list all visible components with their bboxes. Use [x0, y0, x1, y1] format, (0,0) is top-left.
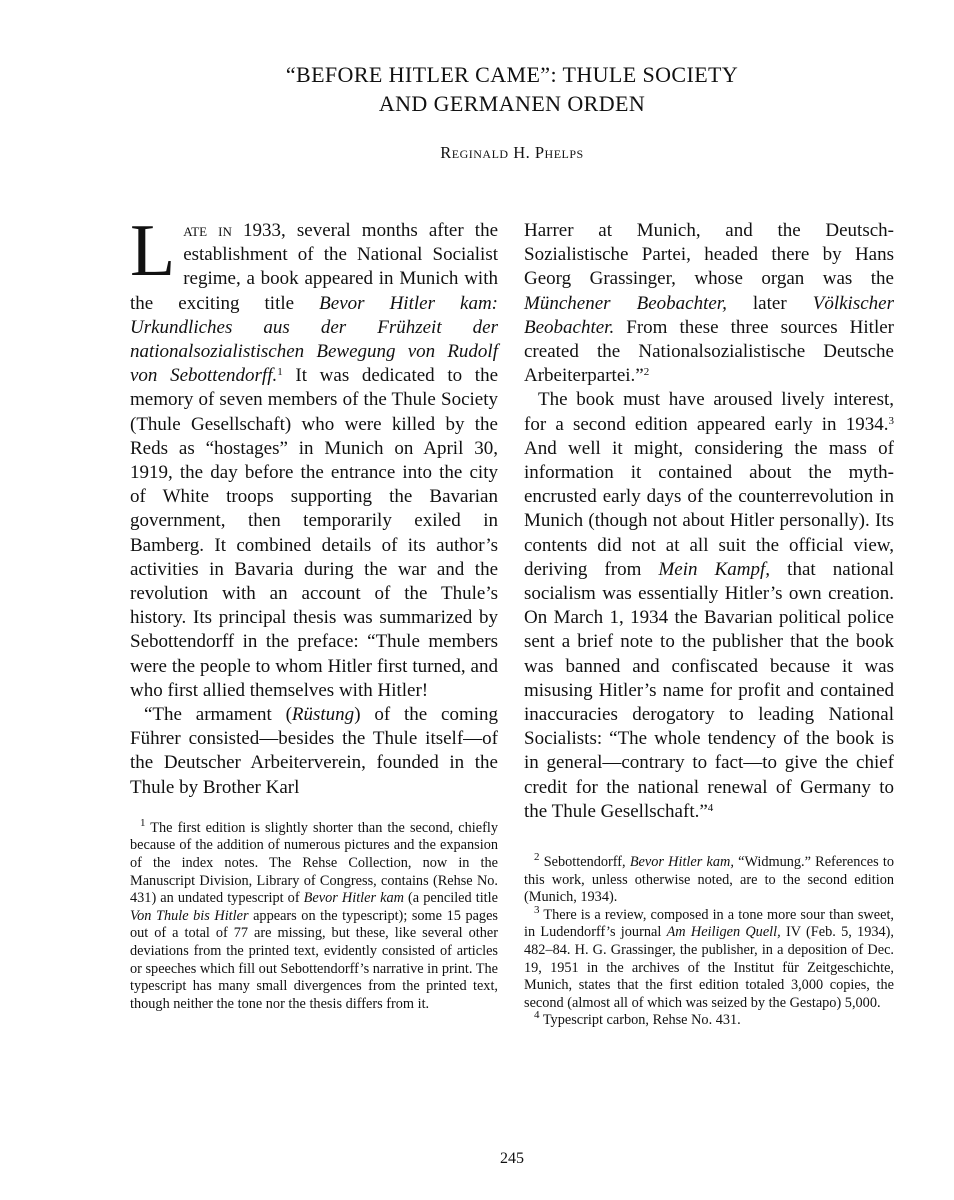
footnote-number-1: 1: [140, 816, 146, 829]
title-line-2: AND GERMANEN ORDEN: [378, 91, 646, 116]
footnotes-right: [524, 851, 894, 1030]
italic-term: Mein Kampf,: [658, 558, 771, 580]
text-span: later: [726, 292, 813, 314]
drop-cap: L: [130, 210, 176, 292]
footnote-ref-2[interactable]: 2: [643, 366, 650, 379]
text-span: From these three sources Hitler created the Nationalsozialistische Deutsche Arbeiterpartei.”: [524, 316, 894, 387]
right-paragraph-2: [524, 388, 894, 824]
text-span: The book must have aroused lively interest, for a second edition appeared early in 1934.: [524, 389, 894, 435]
footnote-ref-3[interactable]: 3: [888, 414, 894, 427]
text-span: that national socialism was essentially Hitler’s own creation. On March 1, 1934 the Bavarian political police sent a brief note to the publisher that the book was banned and confiscated because it was misusing Hitler’s name for profit and contained inaccuracies derogatory to leading National Socialists: “The whole tendency of the book is in general—contrary to fact—to give the chief credit for the national renewal of Germany to the Thule Gesellschaft.”: [524, 558, 894, 822]
italic-term: Völkischer Beobachter.: [524, 292, 894, 338]
page-number: 245: [500, 1150, 524, 1167]
italic-term: Bevor Hitler kam: [303, 890, 404, 907]
footnote-number-4: 4: [534, 1009, 540, 1022]
text-span: “The armament (: [144, 704, 292, 726]
article-title: [0, 60, 954, 118]
text-span: Harrer at Munich, and the Deutsch-Sozialistische Partei, headed there by Hans Georg Grassinger, whose organ was the: [524, 220, 894, 290]
text-span: The first edition is slightly shorter than the second, chiefly because of the addition of numerous pictures and the expansion of the index notes. The Rehse Collection, now in the Manuscript Division, Library of Congress, contains (Rehse No. 431) an undated typescript of: [130, 819, 498, 907]
left-paragraph-1: [130, 210, 499, 703]
footnote-2: [524, 851, 894, 907]
italic-term: Münchener Beobachter,: [524, 292, 727, 314]
opening-small-caps: ate in: [183, 220, 232, 241]
text-span: IV (Feb. 5, 1934), 482–84. H. G. Grassinger, the publisher, in a deposition of Dec. 19, 1951 in the archives of the Institut für Zeitgeschichte, Munich, states that the first edition totaled 3,000 copies, the second (almost all of which was seized by the Gestapo) 5,000.: [524, 924, 894, 1011]
left-paragraph-2: [130, 703, 498, 800]
footnote-number-2: 2: [534, 851, 540, 864]
italic-term: Von Thule bis Hitler: [130, 907, 249, 924]
text-span: There is a review, composed in a tone more sour than sweet, in Ludendorff’s journal: [524, 906, 894, 941]
footnote-ref-1[interactable]: 1: [277, 366, 283, 379]
author-name: Reginald H. Phelps: [440, 143, 584, 162]
italic-term: Bevor Hitler kam,: [629, 854, 734, 871]
left-column: [130, 210, 499, 1013]
footnote-ref-4[interactable]: 4: [707, 801, 714, 814]
text-span: appears on the typescript); some 15 pages out of a total of 77 are missing, but these, like several other deviations from the printed text, evidently consisted of articles or speeches which fill out Sebottendorff’s narrative in print. The typescript has many small divergences from the printed text, though neither the tone nor the thesis differs from it.: [130, 907, 498, 1012]
italic-term: Rüstung: [291, 704, 355, 726]
text-span: ) of the coming Führer consisted—besides the Thule itself—of the Deutscher Arbeiterverein, founded in the Thule by Brother Karl: [130, 704, 499, 798]
text-span: 1933, several months after the establishment of the National Socialist regime, a book appeared in Munich with the exciting title: [130, 220, 498, 314]
footnote-1: [130, 816, 498, 1014]
text-span: Sebottendorff,: [539, 854, 630, 871]
text-span: (a penciled title: [403, 890, 498, 907]
text-span: It was dedicated to the memory of seven members of the Thule Society (Thule Gesellschaft) who were killed by the Reds as “hostages” in Munich on April 30, 1919, the day before the entrance into the city of White troops supporting the Bavarian government, then temporarily exiled in Bamberg. It combined details of its author’s activities in Bavaria during the war and the revolution with an account of the Thule’s history. Its principal thesis was summarized by Sebottendorff in the preface: “Thule members were the people to whom Hitler first turned, and who first allied themselves with Hitler!: [130, 365, 499, 701]
right-column: [524, 219, 894, 1030]
text-span: And well it might, considering the mass of information it contained about the myth-encrusted early days of the counterrevolution in Munich (though not about Hitler personally). Its contents did not at all suit the official view, deriving from: [524, 437, 894, 580]
footnote-3: [524, 903, 894, 1013]
italic-term: Am Heiligen Quell,: [666, 924, 781, 941]
title-line-1: “BEFORE HITLER CAME”: THULE SOCIETY: [285, 62, 739, 87]
text-span: Typescript carbon, Rehse No. 431.: [539, 1012, 741, 1029]
right-paragraph-1: [524, 219, 894, 388]
text-span: “Widmung.” References to this work, unless otherwise noted, are to the second edition (Munich, 1934).: [524, 854, 894, 906]
footnote-4: [524, 1009, 894, 1030]
footnote-number-3: 3: [534, 903, 540, 916]
book-title: Bevor Hitler kam: Urkundliches aus der Frühzeit der nationalsozialistischen Bewegung von Rudolf von Sebottendorff.: [130, 292, 499, 387]
